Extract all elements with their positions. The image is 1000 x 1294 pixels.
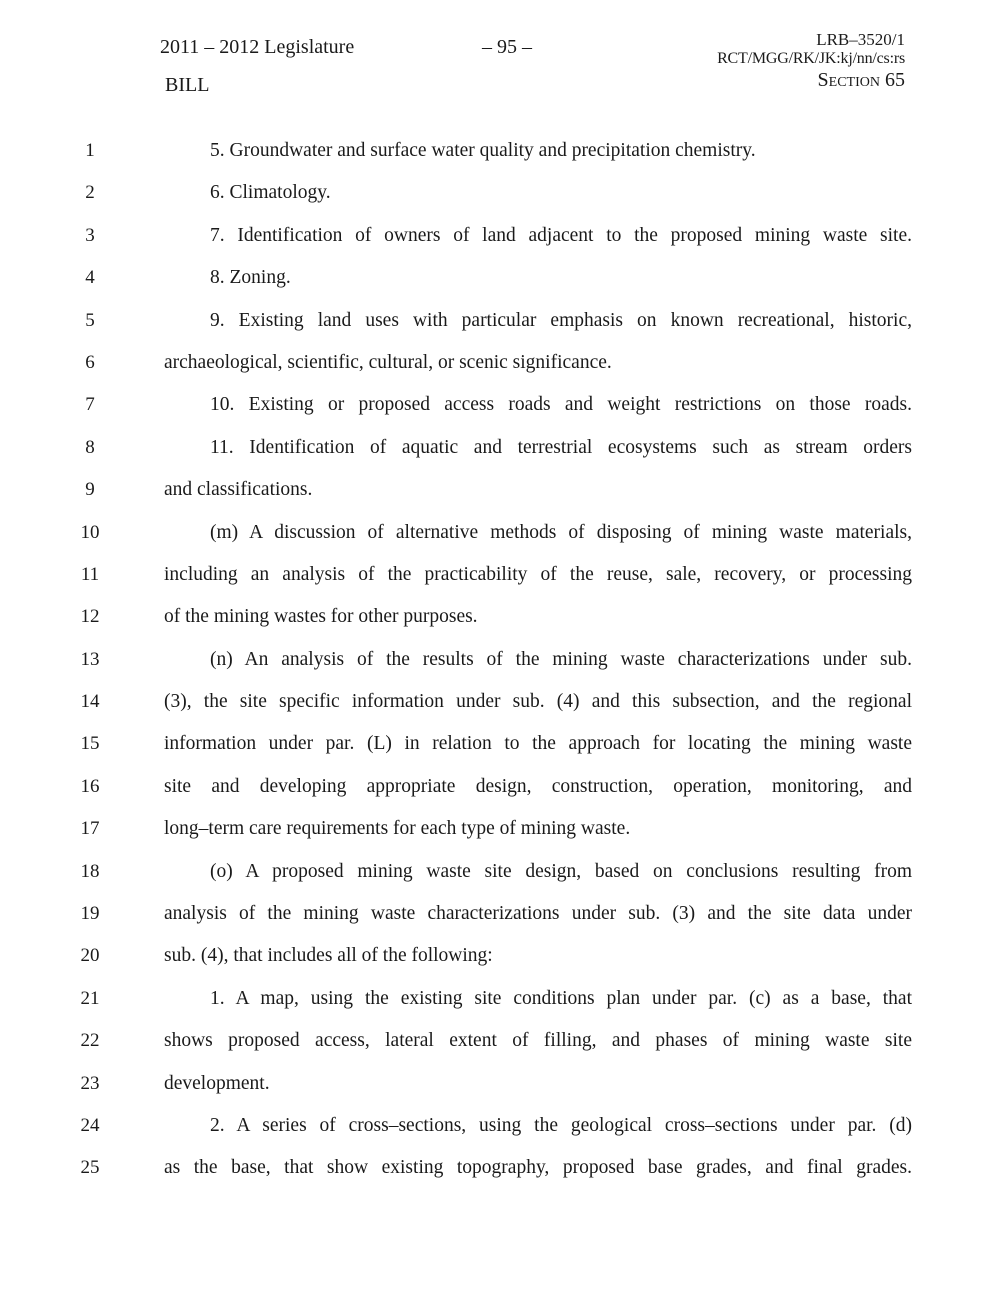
line-text: 11. Identification of aquatic and terrestrial ecosystems such as stream orders	[210, 436, 912, 458]
line-text: as the base, that show existing topography, proposed base grades, and final grades.	[164, 1157, 912, 1179]
line-text: analysis of the mining waste characterizations under sub. (3) and the site data under	[164, 903, 912, 925]
numbered-line	[0, 639, 1000, 681]
numbered-line	[0, 851, 1000, 893]
numbered-line	[0, 427, 1000, 469]
line-number: 13	[80, 648, 100, 670]
numbered-line	[0, 596, 1000, 638]
numbered-line	[0, 723, 1000, 765]
numbered-line	[0, 1020, 1000, 1062]
line-number: 6	[85, 351, 95, 373]
numbered-line	[0, 215, 1000, 257]
line-number: 24	[80, 1114, 100, 1136]
line-number: 1	[85, 140, 95, 161]
line-number: 22	[80, 1030, 100, 1052]
page-header	[0, 0, 1000, 120]
lrb-number: LRB–3520/1	[816, 30, 905, 49]
numbered-line	[0, 469, 1000, 511]
line-number: 15	[80, 733, 100, 755]
line-number: 12	[80, 606, 100, 628]
numbered-line	[0, 681, 1000, 723]
line-text: (o) A proposed mining waste site design, based on conclusions resulting from	[210, 860, 912, 882]
line-number: 19	[80, 903, 100, 925]
line-number: 4	[85, 267, 95, 289]
line-text: 5. Groundwater and surface water quality and precipitation chemistry.	[210, 140, 756, 161]
line-text: and classifications.	[164, 479, 313, 501]
numbered-line	[0, 172, 1000, 214]
line-number: 23	[80, 1072, 100, 1094]
line-text: (m) A discussion of alternative methods of disposing of mining waste materials,	[210, 521, 912, 543]
line-text: (3), the site specific information under sub. (4) and this subsection, and the regional	[164, 691, 912, 713]
line-text: 1. A map, using the existing site conditions plan under par. (c) as a base, that	[210, 987, 912, 1009]
numbered-line	[0, 130, 1000, 172]
numbered-line	[0, 978, 1000, 1020]
numbered-line	[0, 1147, 1000, 1189]
line-text: 6. Climatology.	[210, 182, 331, 204]
numbered-line	[0, 1063, 1000, 1105]
line-number: 14	[80, 691, 100, 713]
line-text: information under par. (L) in relation to the approach for locating the mining waste	[164, 733, 912, 755]
line-number: 20	[80, 945, 100, 967]
line-text: 2. A series of cross–sections, using the geological cross–sections under par. (d)	[210, 1114, 912, 1136]
line-text: archaeological, scientific, cultural, or scenic significance.	[164, 351, 612, 373]
line-text: (n) An analysis of the results of the mining waste characterizations under sub.	[210, 648, 912, 670]
line-text: sub. (4), that includes all of the following:	[164, 945, 493, 967]
line-text: 8. Zoning.	[210, 267, 291, 289]
line-number: 16	[80, 775, 100, 797]
line-number: 17	[80, 818, 100, 840]
line-number: 18	[80, 860, 100, 882]
numbered-line	[0, 893, 1000, 935]
line-text: site and developing appropriate design, construction, operation, monitoring, and	[164, 775, 912, 797]
line-text: of the mining wastes for other purposes.	[164, 606, 478, 628]
line-text: 9. Existing land uses with particular emphasis on known recreational, historic,	[210, 309, 912, 331]
line-text: shows proposed access, lateral extent of filling, and phases of mining waste site	[164, 1030, 912, 1052]
bill-text-body	[0, 130, 1000, 1190]
line-text: 7. Identification of owners of land adjacent to the proposed mining waste site.	[210, 224, 912, 246]
line-number: 3	[85, 224, 95, 246]
line-number: 21	[80, 987, 100, 1009]
numbered-line	[0, 808, 1000, 850]
line-number: 9	[85, 479, 95, 501]
line-number: 11	[80, 563, 100, 585]
line-number: 10	[80, 521, 100, 543]
numbered-line	[0, 257, 1000, 299]
line-text: including an analysis of the practicability of the reuse, sale, recovery, or processing	[164, 563, 912, 585]
section-label: Section 65	[817, 69, 905, 91]
line-number: 5	[85, 309, 95, 331]
numbered-line	[0, 342, 1000, 384]
numbered-line	[0, 554, 1000, 596]
numbered-line	[0, 512, 1000, 554]
legislature-session: 2011 – 2012 Legislature	[160, 36, 355, 58]
page-number: – 95 –	[482, 36, 532, 58]
line-number: 7	[85, 394, 95, 416]
line-text: development.	[164, 1072, 270, 1094]
line-number: 8	[85, 436, 95, 458]
line-text: 10. Existing or proposed access roads and weight restrictions on those roads.	[210, 394, 912, 416]
drafter-initials: RCT/MGG/RK/JK:kj/nn/cs:rs	[717, 50, 905, 67]
numbered-line	[0, 384, 1000, 426]
line-number: 25	[80, 1157, 100, 1179]
numbered-line	[0, 766, 1000, 808]
drafting-reference	[717, 30, 905, 92]
numbered-line	[0, 935, 1000, 977]
bill-label: BILL	[165, 74, 210, 96]
numbered-line	[0, 1105, 1000, 1147]
line-number: 2	[85, 182, 95, 204]
numbered-line	[0, 300, 1000, 342]
line-text: long–term care requirements for each type of mining waste.	[164, 818, 631, 840]
